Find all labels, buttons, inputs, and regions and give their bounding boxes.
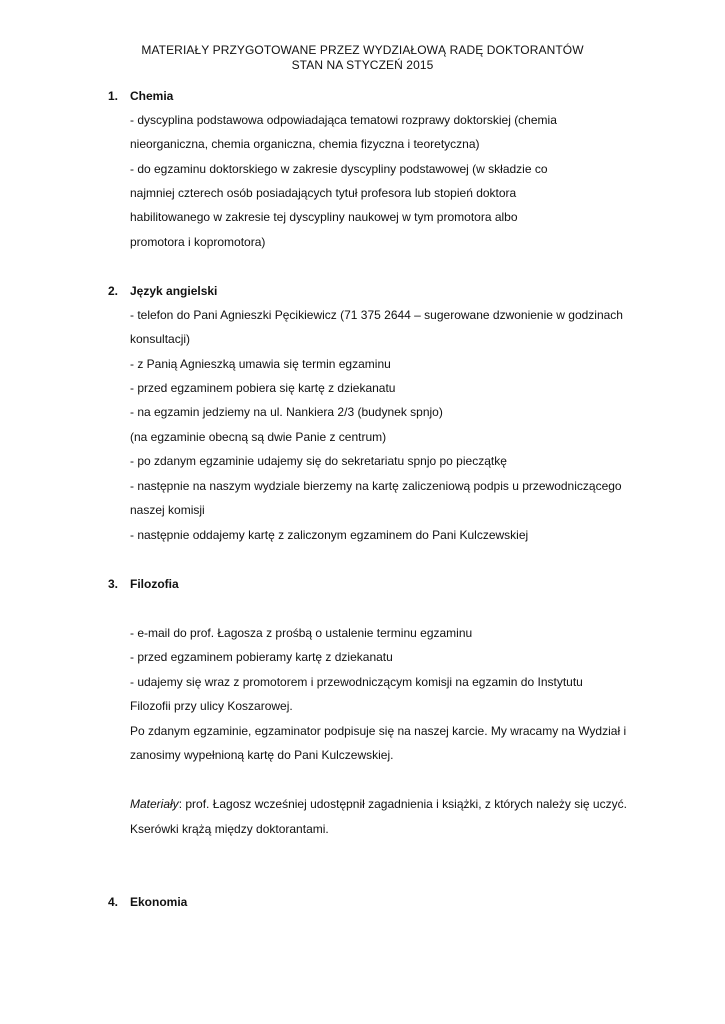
body-line: najmniej czterech osób posiadających tytuł profesora lub stopień doktora xyxy=(130,186,517,200)
body-line: - do egzaminu doktorskiego w zakresie dyscypliny podstawowej (w składzie co xyxy=(130,162,548,176)
body-line: (na egzaminie obecną są dwie Panie z centrum) xyxy=(130,430,387,444)
body-line: - przed egzaminem pobieramy kartę z dziekanatu xyxy=(130,650,393,664)
body-line: Po zdanym egzaminie, egzaminator podpisuje się na naszej karcie. My wracamy na Wydział i xyxy=(130,724,627,738)
section-title: Chemia xyxy=(130,89,174,103)
section-title: Język angielski xyxy=(130,284,218,298)
section-number: 2. xyxy=(108,284,119,298)
body-line: zanosimy wypełnioną kartę do Pani Kulczewskiej. xyxy=(130,748,394,762)
body-line: - przed egzaminem pobiera się kartę z dziekanatu xyxy=(130,381,396,395)
body-line: promotora i kopromotora) xyxy=(130,235,266,249)
section-title: Filozofia xyxy=(130,577,179,591)
body-line: - następnie oddajemy kartę z zaliczonym egzaminem do Pani Kulczewskiej xyxy=(130,528,529,542)
body-line: - dyscyplina podstawowa odpowiadająca tematowi rozprawy doktorskiej (chemia xyxy=(130,113,557,127)
header-line-1: MATERIAŁY PRZYGOTOWANE PRZEZ WYDZIAŁOWĄ RADĘ DOKTORANTÓW xyxy=(141,43,584,57)
body-line: konsultacji) xyxy=(130,332,191,346)
section-number: 3. xyxy=(108,577,119,591)
materials-line xyxy=(130,796,627,812)
section-title: Ekonomia xyxy=(130,895,188,909)
body-line: - telefon do Pani Agnieszki Pęcikiewicz (71 375 2644 – sugerowane dzwonienie w godzinach xyxy=(130,308,623,322)
body-line: - udajemy się wraz z promotorem i przewodniczącym komisji na egzamin do Instytutu xyxy=(130,675,583,689)
materials-text: : prof. Łagosz wcześniej udostępnił zagadnienia i książki, z których należy się uczyć. xyxy=(178,797,627,811)
header-line-2: STAN NA STYCZEŃ 2015 xyxy=(291,58,434,72)
body-line: - po zdanym egzaminie udajemy się do sekretariatu spnjo po pieczątkę xyxy=(130,454,507,468)
body-line: naszej komisji xyxy=(130,503,205,517)
body-line: - e-mail do prof. Łagosza z prośbą o ustalenie terminu egzaminu xyxy=(130,626,473,640)
body-line: Filozofii przy ulicy Koszarowej. xyxy=(130,699,293,713)
section-number: 1. xyxy=(108,89,119,103)
body-line: nieorganiczna, chemia organiczna, chemia fizyczna i teoretyczna) xyxy=(130,137,480,151)
section-number: 4. xyxy=(108,895,119,909)
body-line: Kserówki krążą między doktorantami. xyxy=(130,822,329,836)
materials-label: Materiały xyxy=(130,797,179,811)
body-line: - następnie na naszym wydziale bierzemy na kartę zaliczeniową podpis u przewodniczącego xyxy=(130,479,622,493)
body-line: habilitowanego w zakresie tej dyscypliny naukowej w tym promotora albo xyxy=(130,210,518,224)
body-line: - na egzamin jedziemy na ul. Nankiera 2/3 (budynek spnjo) xyxy=(130,405,443,419)
body-line: - z Panią Agnieszką umawia się termin egzaminu xyxy=(130,357,391,371)
